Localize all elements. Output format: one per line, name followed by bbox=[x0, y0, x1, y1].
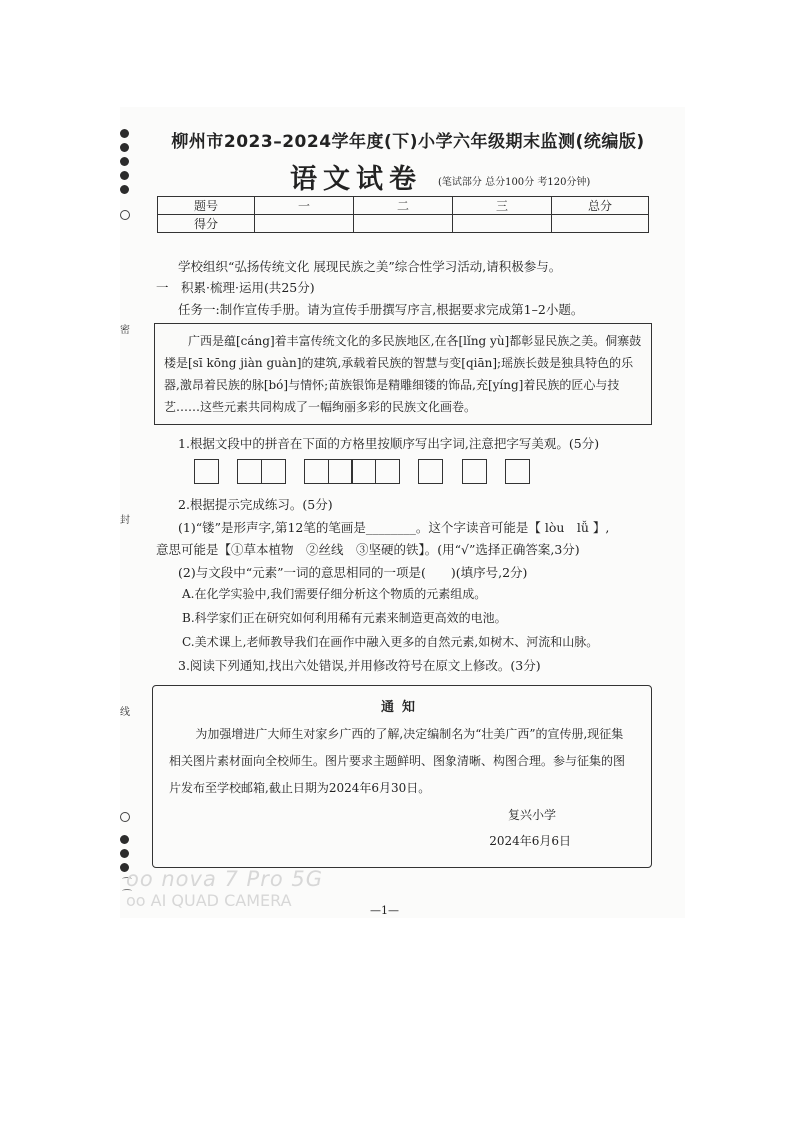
notice-signature: 复兴小学 bbox=[507, 808, 556, 822]
question-2: 2.根据提示完成练习。(5分) bbox=[178, 497, 333, 512]
answer-cell[interactable] bbox=[418, 459, 443, 484]
score-cell[interactable] bbox=[255, 215, 354, 233]
page-number: —1— bbox=[370, 904, 399, 917]
task-heading: 任务一:制作宣传手册。请为宣传手册撰写序言,根据要求完成第1–2小题。 bbox=[178, 302, 584, 317]
ring-icon bbox=[120, 210, 130, 220]
table-cell: 题号 bbox=[158, 197, 255, 215]
table-cell: 二 bbox=[354, 197, 453, 215]
question-2-1-line1: (1)“镂”是形声字,第12笔的笔画是________。这个字读音可能是【 lòu lǚ 】, bbox=[178, 520, 610, 535]
option-b: B.科学家们正在研究如何利用稀有元素来制造更高效的电池。 bbox=[182, 611, 507, 625]
exam-subtitle: 语文试卷 bbox=[290, 164, 422, 195]
binding-margin bbox=[120, 107, 138, 918]
watermark-model: oo nova 7 Pro 5G bbox=[126, 867, 323, 891]
margin-label-mi: 密 bbox=[120, 325, 130, 336]
notice-box bbox=[152, 685, 652, 868]
score-table bbox=[157, 196, 649, 233]
question-3: 3.阅读下列通知,找出六处错误,并用修改符号在原文上修改。(3分) bbox=[178, 658, 541, 673]
notice-date: 2024年6月6日 bbox=[489, 834, 571, 848]
table-cell: 得分 bbox=[158, 215, 255, 233]
table-cell: 一 bbox=[255, 197, 354, 215]
margin-label-xian: 线 bbox=[120, 707, 130, 718]
answer-grid bbox=[195, 459, 530, 485]
score-cell[interactable] bbox=[453, 215, 552, 233]
exam-photo bbox=[120, 107, 685, 918]
punch-hole bbox=[120, 143, 129, 152]
answer-cell[interactable] bbox=[261, 459, 286, 484]
notice-title: 通知 bbox=[380, 700, 423, 715]
exam-note: (笔试部分 总分100分 考120分钟) bbox=[438, 177, 591, 188]
punch-hole bbox=[120, 129, 129, 138]
score-table-score-row bbox=[158, 215, 649, 233]
score-table-header-row bbox=[158, 197, 649, 215]
passage-text: 广西是蕴[cáng]着丰富传统文化的多民族地区,在各[lǐng yù]都彰显民族之美。侗寨鼓楼是[sī kōng jiàn guàn]的建筑,承载着民族的智慧与变[qiān];瑶族长鼓是独具特色的乐器,激昂着民族的脉[bó]与情怀;苗族银饰是精雕细镂的饰品,充[yíng]着民族的匠心与技艺……这些元素共同构成了一幅绚丽多彩的民族文化画卷。 bbox=[164, 334, 642, 414]
punch-hole bbox=[120, 171, 129, 180]
question-1: 1.根据文段中的拼音在下面的方格里按顺序写出字词,注意把字写美观。(5分) bbox=[178, 436, 600, 451]
answer-cell[interactable] bbox=[328, 459, 353, 484]
passage-box bbox=[154, 323, 652, 425]
table-cell: 总分 bbox=[552, 197, 649, 215]
answer-cell[interactable] bbox=[462, 459, 487, 484]
option-c: C.美术课上,老师教导我们在画作中融入更多的自然元素,如树木、河流和山脉。 bbox=[182, 635, 599, 649]
answer-cell[interactable] bbox=[351, 459, 376, 484]
answer-cell[interactable] bbox=[237, 459, 262, 484]
score-cell[interactable] bbox=[354, 215, 453, 233]
answer-cell[interactable] bbox=[375, 459, 400, 484]
answer-cell[interactable] bbox=[304, 459, 329, 484]
question-2-2: (2)与文段中“元素”一词的意思相同的一项是( )(填序号,2分) bbox=[178, 565, 528, 580]
exam-title: 柳州市2023–2024学年度(下)小学六年级期末监测(统编版) bbox=[171, 132, 645, 152]
answer-cell[interactable] bbox=[505, 459, 530, 484]
ring-icon bbox=[120, 812, 130, 822]
question-2-1-line2: 意思可能是【①草本植物 ②丝线 ③坚硬的铁】。(用“√”选择正确答案,3分) bbox=[156, 542, 580, 557]
watermark-camera: oo AI QUAD CAMERA bbox=[126, 891, 292, 910]
punch-hole bbox=[120, 157, 129, 166]
score-cell[interactable] bbox=[552, 215, 649, 233]
answer-cell[interactable] bbox=[194, 459, 219, 484]
intro-text: 学校组织“弘扬传统文化 展现民族之美”综合性学习活动,请积极参与。 bbox=[178, 259, 562, 274]
punch-hole bbox=[120, 835, 129, 844]
notice-body: 为加强增进广大师生对家乡广西的了解,决定编制名为“壮美广西”的宣传册,现征集相关图片素材面向全校师生。图片要求主题鲜明、图象清晰、构图合理。参与征集的图片发布至学校邮箱,截止日期为2024年6月30日。 bbox=[169, 727, 626, 795]
section-heading: 一 积累·梳理·运用(共25分) bbox=[156, 280, 315, 295]
option-a: A.在化学实验中,我们需要仔细分析这个物质的元素组成。 bbox=[182, 587, 487, 601]
margin-label-feng: 封 bbox=[120, 515, 130, 526]
punch-hole bbox=[120, 185, 129, 194]
camera-watermark bbox=[126, 867, 323, 910]
punch-hole bbox=[120, 849, 129, 858]
table-cell: 三 bbox=[453, 197, 552, 215]
